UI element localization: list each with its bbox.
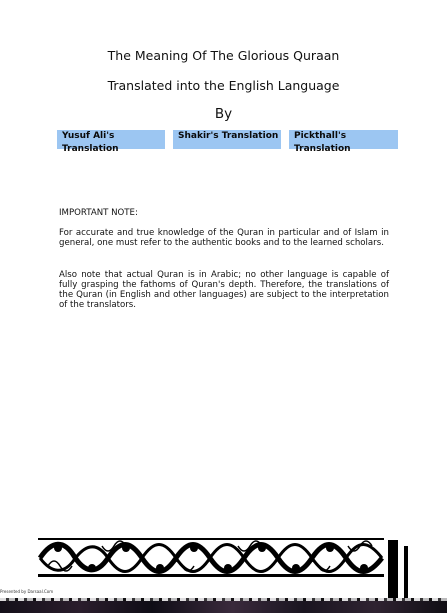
note-paragraph-2: Also note that actual Quran is in Arabic; no other language is capable of fully grasping the fathoms of Quran's depth. Therefore, the translations of the Quran (in English and other languages) are subject to the interpretation of the translators. xyxy=(59,270,389,310)
decorative-ornament-border xyxy=(38,536,384,580)
pickthall-translation-link[interactable]: Pickthall's Translation xyxy=(289,130,398,149)
shakir-translation-link[interactable]: Shakir's Translation xyxy=(173,130,281,149)
title-line-by: By xyxy=(214,106,233,122)
important-note-heading: IMPORTANT NOTE: xyxy=(59,208,138,218)
decorative-vertical-bar xyxy=(388,540,398,600)
title-line-1: The Meaning Of The Glorious Quraan xyxy=(107,48,340,63)
note-paragraph-1: For accurate and true knowledge of the Quran in particular and of Islam in general, one must refer to the authentic books and to the learned scholars. xyxy=(59,228,389,248)
credit-text: Presented by Darsaal.Com xyxy=(0,589,54,594)
decorative-vertical-bar-thin xyxy=(404,546,408,606)
bottom-decorative-strip xyxy=(0,598,447,613)
title-line-2: Translated into the English Language xyxy=(107,78,340,93)
yusuf-ali-translation-link[interactable]: Yusuf Ali's Translation xyxy=(57,130,165,149)
